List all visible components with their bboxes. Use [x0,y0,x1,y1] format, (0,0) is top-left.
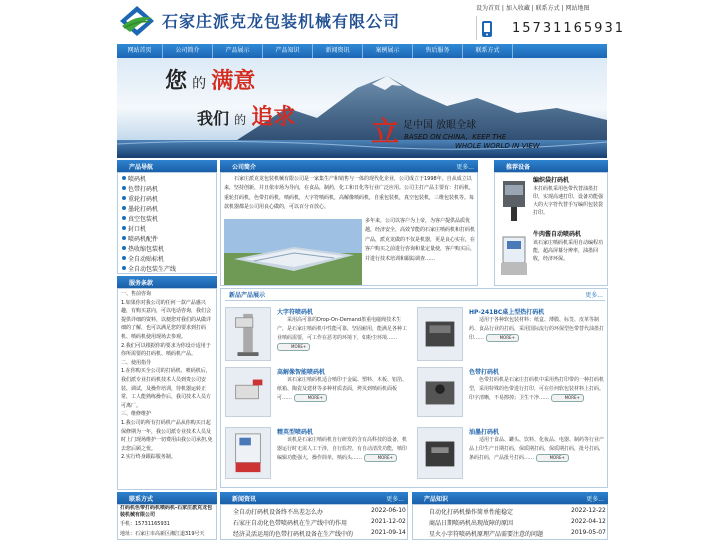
contact-address: 地址：石家庄市高新区湘江道319号天 [120,531,205,537]
intro-box [220,172,478,286]
service-text: 一、售前咨询 1.如果你对我公司的任何一款产品感兴趣，有购买意向，可以电话咨询，我们会提供详细的资料，以便您对我们的从做详细的了解，也可以满足您的要求到打码机、喷码机使用现场去参观。 2.我们可以根据你的要求为你设计适用于你所需要的打码机、喷码机产品。 二、使用指导 1.在你购买全公司的打码机、喷码机后，我们派专业打码机技术人员到贵公司安装、调试，及操作培训，待机器运转正常，工人能熟练操作后，我司技术人员方可离厂。 三、维修维护 1.我公司的所有打码机产品从你购买日起保修期为一年，我公司派专业技术人员及时上门现场维护一切费用由我公司承担,免去您后顾之忧。 2.实行终身跟踪服务制。 [121,291,213,461]
phone-icon [480,20,494,38]
category-item[interactable] [122,214,158,223]
product-image[interactable] [417,427,463,479]
banner-line2a: 我们 [197,109,230,128]
contact-phone: 手机：15731165931 [120,521,170,527]
banner [117,58,607,158]
header-divider [476,16,477,40]
banner-line1b: 的 [192,76,207,92]
nav-contact[interactable]: 联系方式 [463,44,513,58]
product-more-button[interactable]: MORE+ [364,454,397,462]
banner-slogan-en2: WHOLE WORLD IN VIEW [455,142,540,150]
recommend-item-desc: 本打码机采用色带代替油墨打印，实现高速打印，设备功能强大的大字符代替手写编织包装袋打印。 [533,186,604,216]
category-label: 重轮打码机 [128,196,159,203]
main-nav [117,44,607,58]
product-more-button[interactable]: MORE+ [486,334,519,342]
category-label: 全自动包装生产线 [128,266,177,273]
product-name[interactable]: HP-241BC桌上型热打码机 [469,309,545,316]
bag-coder-image [497,177,531,223]
knowledge-more-link[interactable]: 更多... [586,496,604,503]
knowledge-title: 产品知识 [424,496,449,503]
knowledge-head [412,492,608,504]
recommend-head [494,160,608,172]
category-item[interactable] [122,254,164,263]
recommend-item-name[interactable]: 牛肉酱自动喷码机 [533,231,582,238]
news-item-title[interactable]: 石家庄自动化色带喷码机在生产线中的作用 [233,520,348,527]
knowledge-item-date: 2022-12-22 [571,507,606,514]
contact-box [117,504,217,540]
banner-line2 [197,100,295,131]
news-item-date: 2021-09-14 [371,529,406,536]
category-item[interactable] [122,184,158,193]
product-image[interactable] [417,307,463,361]
category-label: 墨轮打码机 [128,206,159,213]
recommend-item-desc: 该石家庄喷码机采用自动编程功能，超高屏幕分辨率，油墨回收，经济环保。 [533,240,604,262]
categories-box [117,172,217,274]
knowledge-item-title[interactable]: 星火小字符喷码机原理产品需要注意的问题 [429,531,544,538]
product-name[interactable]: 油墨打码机 [469,429,500,436]
product-name[interactable]: 精英型喷码机 [277,429,314,436]
product-name[interactable]: 大字符喷码机 [277,309,314,316]
logo-icon[interactable] [118,4,156,38]
categories-title: 产品导航 [129,164,154,171]
nav-home[interactable]: 网站首页 [117,44,163,58]
banner-slogan-big: 立 [371,115,400,148]
intro-p2: 多年来，公司以客户为上帝，为客户提供品质优越，经济安全，高效节能的石家庄喷码机和打码机产品，派克龙做的不仅是机器，更是良心实在，在客户购买之前进行咨询和量定量使，客户购买后，并进行技术培训和跟踪调查…… [365,218,476,262]
category-label: 热收缩包装机 [128,246,165,253]
category-item[interactable] [122,204,158,213]
knowledge-item-date: 2019-05-07 [571,529,606,536]
category-item[interactable] [122,174,146,183]
product-desc: 该石家庄喷码机适合喷印于金属、塑料、木板、铝箔、纸箱、陶瓷及建材等多种材质表面，烤贝到喷码机面板可…… MORE+ [277,377,408,401]
products-divider [225,300,605,301]
service-title: 服务条款 [129,280,154,287]
intro-title: 公司简介 [232,164,257,171]
service-head [117,276,217,288]
knowledge-item-title[interactable]: 商品日期喷码机出现故障的原因 [429,520,514,527]
category-label: 全自动贴标机 [128,256,165,263]
products-title: 新品产品展示 [229,292,266,299]
product-image[interactable] [225,367,271,417]
news-title: 新闻资讯 [232,496,257,503]
product-desc: 采用高可靠的Drop-On-Demand墨重电磁阀技术生产，是石家庄喷码机中性能可靠，坚固耐用，能满足各种工业喷码需要，可工作在恶劣的环境下，如粉尘环境…… MORE+ [277,317,408,349]
contact-head [117,492,217,504]
factory-image [224,219,362,285]
knowledge-box [412,504,608,540]
banner-line1a: 您 [165,68,188,94]
category-label: 封口机 [128,226,147,233]
news-item-date: 2021-12-02 [371,518,406,525]
category-label: 喷码机配件 [128,236,159,243]
product-more-button[interactable]: MORE+ [536,454,569,462]
product-image[interactable] [417,367,463,417]
banner-line2c: 追求 [251,104,296,130]
news-box [220,504,408,540]
product-more-button[interactable]: MORE+ [277,343,310,351]
category-label: 真空包装机 [128,216,159,223]
category-item[interactable] [122,194,158,203]
banner-line1 [165,64,255,95]
nav-news[interactable]: 新闻资讯 [313,44,363,58]
categories-head [117,160,217,172]
nav-about[interactable]: 公司简介 [163,44,213,58]
product-desc: 适用于食品、罐头、饮料、化妆品、电器、制药等行业产品上印生产日期打码，保质期打码，保质期打码，批号打码,条码打码，产品批号打码…… MORE+ [469,437,605,461]
company-name: 石家庄派克龙包装机械有限公司 [162,12,401,31]
product-desc: 适用于各种软包装材料：纸盒、薄膜、标签、皮革等制药、食品行业的打码，采用国际流行的环保型色带替代油墨打印…… MORE+ [469,317,605,341]
banner-line2b: 的 [234,113,247,127]
category-item[interactable] [122,244,164,253]
nav-knowledge[interactable]: 产品知识 [263,44,313,58]
header-links[interactable]: 设为首页 | 加入收藏 | 联系方式 | 网站地图 [476,5,590,12]
knowledge-item-title[interactable]: 自动化打码机操作简单性能稳定 [429,509,514,516]
product-image[interactable] [225,427,271,479]
category-label: 喷码机 [128,176,147,183]
product-name[interactable]: 色带打码机 [469,369,500,376]
nav-service[interactable]: 售后服务 [413,44,463,58]
service-box [117,288,217,490]
recommend-box [494,172,608,286]
contact-name: 打码机色带打码机喷码机-石家庄派克龙包装机械有限公司 [120,505,213,518]
nav-products[interactable]: 产品展示 [213,44,263,58]
products-box [220,288,608,488]
category-item[interactable] [122,224,146,233]
contact-title: 联系方式 [129,496,154,503]
recommend-item-name[interactable]: 编织袋打码机 [533,177,570,184]
category-item[interactable] [122,264,176,273]
product-more-button[interactable]: MORE+ [551,394,584,402]
nav-cases[interactable]: 案例展示 [363,44,413,58]
news-head [220,492,408,504]
phone-number: 15731165931 [512,21,625,36]
header [0,0,720,44]
banner-line1c: 满意 [211,68,256,94]
category-label: 色带打码机 [128,186,159,193]
sauce-coder-image [497,231,531,279]
product-more-button[interactable]: MORE+ [294,394,327,402]
recommend-title: 推荐设备 [506,164,531,171]
product-desc: 色带打码机是石家庄打码机中采用热打印带的一种打码机型，采用特殊的色带进行打印，可在任何软包装材料上打码。印字清晰，不易擦掉；卫生干净…… MORE+ [469,377,605,401]
product-desc: 该机是石家庄喷码机自行研发的含有高科技的设备，机器运行时无需人工干涉，自行监控，有自动清洗功能，喷印编辑功能强大，操作简单，喷码头…… MORE+ [277,437,408,461]
product-image[interactable] [225,307,271,361]
product-name[interactable]: 高解像智能喷码机 [277,369,326,376]
intro-head [220,160,478,172]
news-more-link[interactable]: 更多... [386,496,404,503]
news-item-title[interactable]: 经济灵活运用的色带打码机设备在生产线中的 [233,531,354,538]
category-item[interactable] [122,234,158,243]
intro-p1: 石家庄派克龙包装机械有限公司是一家集生产和销售与一体的现代化企业，公司成立于1998年。自从成立以来，坚持创新，并且依市场为导向，在食品，制药，化工和日化等行业广泛应用。公司主打产品主要有：打码机，重轮打码机，色带打码机，喷码机，大字符喷码机，高解像喷码机，自重包装机，真空包装机，三维包装机等。每款机器都是公司用良心做的，可以百分百放心。 [224,176,475,211]
banner-slogan-en1: BASED ON CHINA，KEEP THE [404,133,507,141]
banner-slogan-cn: 足中国 放眼全球 [403,120,477,131]
news-item-date: 2022-06-10 [371,507,406,514]
knowledge-item-date: 2022-04-12 [571,518,606,525]
news-item-title[interactable]: 全自动打码机设备终不出差怎么办 [233,509,324,516]
intro-more-link[interactable]: 更多... [456,164,474,171]
products-more-link[interactable]: 更多... [585,292,603,299]
